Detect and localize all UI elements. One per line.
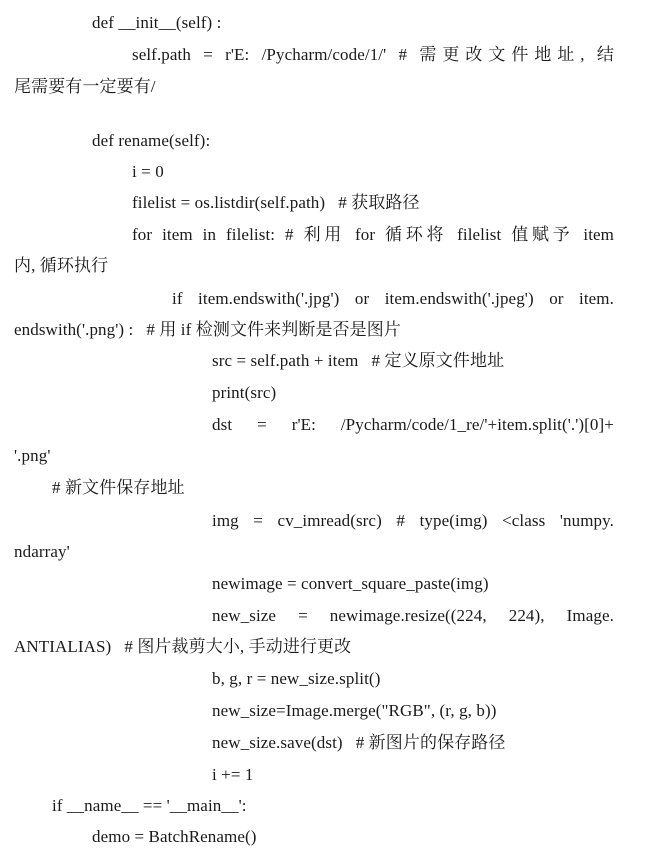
code-line-save: new_size.save(dst) # 新图片的保存路径 xyxy=(212,733,506,752)
code-line-for-loop: for item in filelist: # 利用 for 循环将 filelist 值赋予 item xyxy=(132,225,614,244)
code-line-demo: demo = BatchRename() xyxy=(92,827,257,846)
code-line-resize-cont: ANTIALIAS) # 图片裁剪大小, 手动进行更改 xyxy=(14,637,352,656)
code-line-filelist: filelist = os.listdir(self.path) # 获取路径 xyxy=(132,193,420,212)
code-line-increment: i += 1 xyxy=(212,765,254,784)
code-line-print: print(src) xyxy=(212,383,277,402)
code-line-imread-cont: ndarray' xyxy=(14,542,70,561)
code-line-imread: img = cv_imread(src) # type(img) <class 'numpy. xyxy=(212,511,614,530)
code-line-if-endswith: if item.endswith('.jpg') or item.endswith('.jpeg') or item. xyxy=(172,289,614,308)
code-line-src: src = self.path + item # 定义原文件地址 xyxy=(212,351,505,370)
code-line-path-cont: 尾需要有一定要有/ xyxy=(14,77,156,96)
code-line-i-init: i = 0 xyxy=(132,162,164,181)
code-line-if-endswith-cont: endswith('.png') : # 用 if 检测文件来判断是否是图片 xyxy=(14,320,401,339)
code-line-newimage: newimage = convert_square_paste(img) xyxy=(212,574,489,593)
code-line-path: self.path = r'E: /Pycharm/code/1/' # 需更改文件地址, 结 xyxy=(132,45,614,64)
code-line-resize: new_size = newimage.resize((224, 224), Image. xyxy=(212,606,614,625)
code-line-for-loop-cont: 内, 循环执行 xyxy=(14,256,109,275)
code-line-dst: dst = r'E: /Pycharm/code/1_re/'+item.split('.')[0]+ xyxy=(212,415,614,434)
code-line-split: b, g, r = new_size.split() xyxy=(212,669,381,688)
code-line-main-guard: if __name__ == '__main__': xyxy=(52,796,247,815)
code-line-dst-cont: '.png' xyxy=(14,446,51,465)
code-line-dst-comment: # 新文件保存地址 xyxy=(52,478,185,497)
code-line-rename-def: def rename(self): xyxy=(92,131,211,150)
code-line-init: def __init__(self) : xyxy=(92,13,222,32)
code-line-merge: new_size=Image.merge("RGB", (r, g, b)) xyxy=(212,701,497,720)
